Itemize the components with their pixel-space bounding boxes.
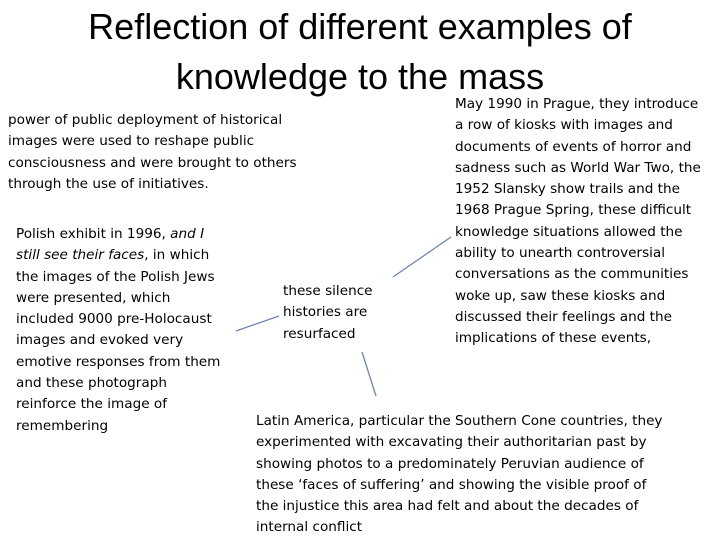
latin-america-text: Latin America, particular the Southern Cone countries, they experimented with excavating their authoritarian past by showing photos to a predominately Peruvian audience of these ‘faces of suffering’ and showing the visible proof of the injustice this area had felt and about the decades of internal conflict — [256, 413, 663, 536]
silence-histories-text: these silence histories are resurfaced — [283, 283, 373, 342]
polish-exhibit-text — [16, 224, 231, 437]
title-line-1: Reflection of different examples of — [88, 6, 632, 47]
polish-text-part2: , in which the images of the Polish Jews were presented, which included 9000 pre-Holocaust images and evoked very emotive responses from them and these photograph reinforce the image of remembering — [16, 247, 221, 434]
intro-text: power of public deployment of historical images were used to reshape public consciousness and were brought to others through the use of initiatives. — [8, 112, 297, 192]
connector-silence-to-latin-america — [362, 352, 376, 396]
prague-kiosks-text: May 1990 in Prague, they introduce a row of kiosks with images and documents of events of horror and sadness such as World War Two, the 1952 Slansky show trails and the 1968 Prague Spring, these difficult knowledge situations allowed the ability to unearth controversial conversations as the communities woke up, saw these kiosks and discussed their feelings and the implications of these events, — [455, 96, 701, 347]
connector-silence-to-prague — [393, 237, 451, 277]
polish-text-italic: and I still see their faces — [16, 226, 205, 264]
connector-polish-to-silence — [236, 316, 279, 331]
title-line-2: knowledge to the mass — [175, 56, 545, 97]
polish-text-part1: Polish exhibit in 1996, — [16, 226, 171, 242]
slide-title — [0, 2, 720, 102]
